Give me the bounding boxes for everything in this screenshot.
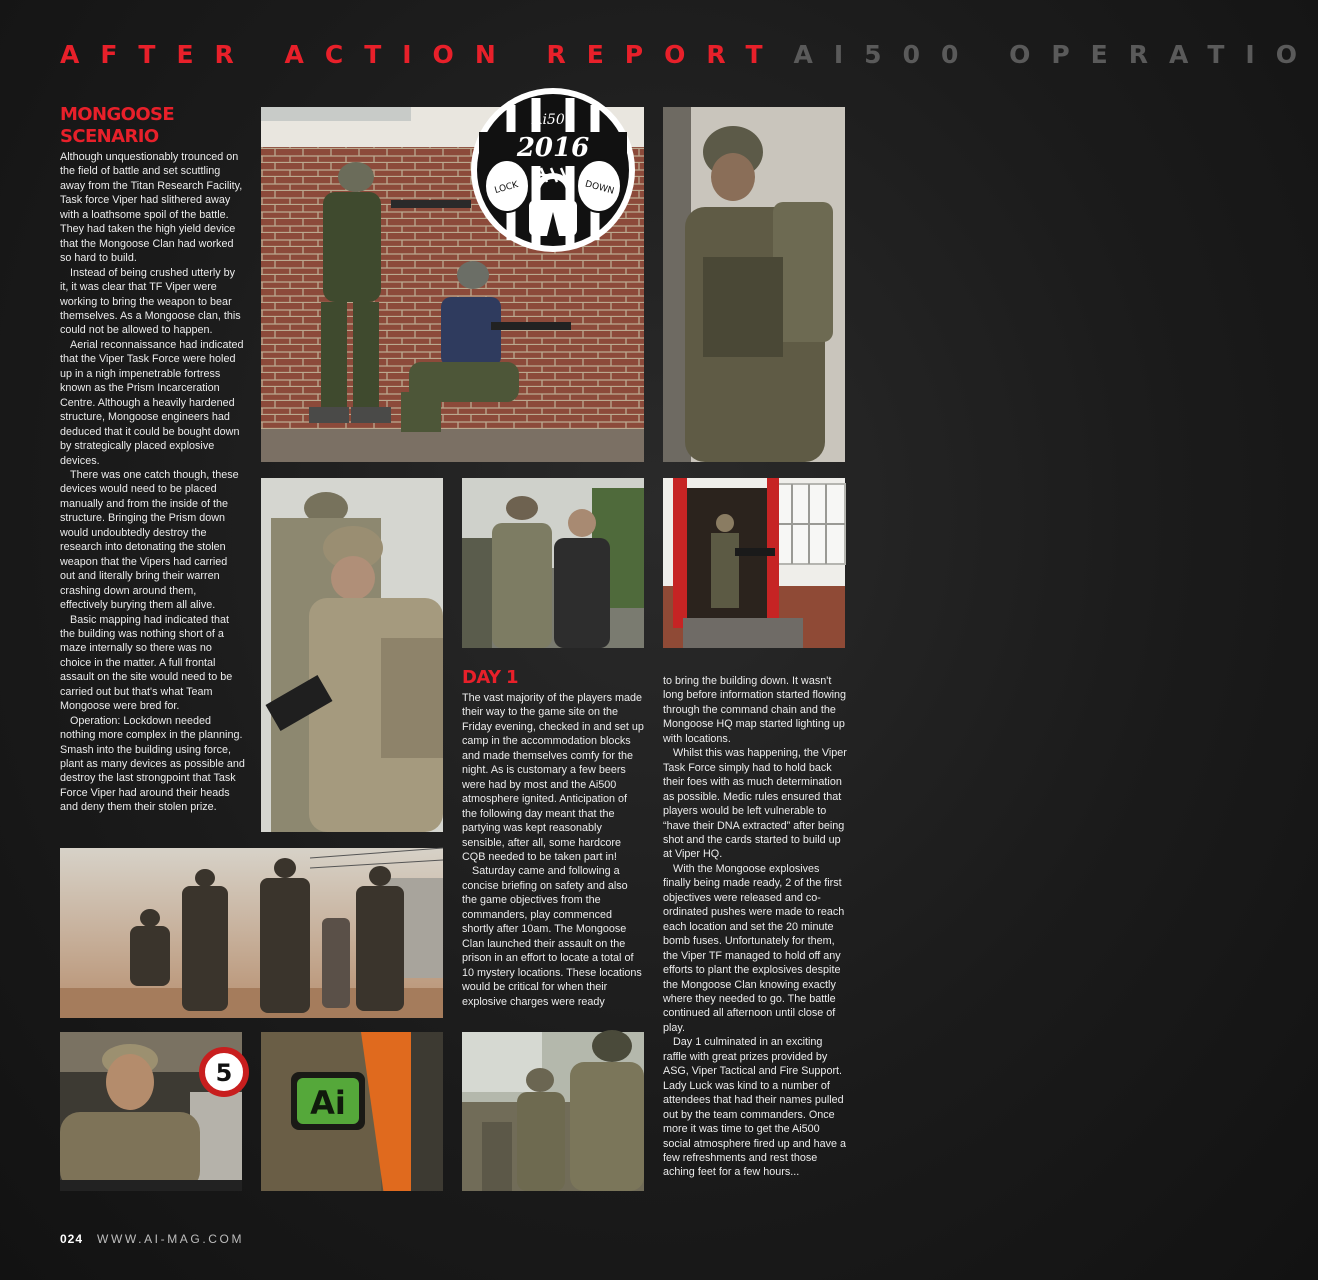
photo-brick-wall-soldiers [261,107,644,462]
photo-smoke-advance [60,848,443,1018]
badge-right-fist-text: DOWN [583,179,616,197]
header-title: AFTER ACTION REPORT [60,40,784,69]
photo-soldier-portrait [663,107,845,462]
body-paragraph: Basic mapping had indicated that the building was nothing short of a maze internally so there was no choice in the matter. A full frontal assault on the site would need to be carried out but that's what Team Mongoose were bred for. [60,613,233,713]
day1-continued-column [663,674,848,1180]
photo-players-waiting [462,1032,644,1191]
photo-ai-patch [261,1032,443,1191]
body-paragraph: to bring the building down. It wasn't long before information started flowing through the command chain and the Mongoose HQ map started lighting up with locations. [663,675,847,745]
page-number: 024 [60,1232,84,1246]
body-paragraph: Saturday came and following a concise briefing on safety and also the game objectives from the commanders, play commenced shortly after 10am. The Mongoose Clan launched their assault on the prison in an effort to locate a total of 10 mystery locations. These locations would be critical for when their explosive charges were ready [462,865,642,1008]
body-paragraph: Whilst this was happening, the Viper Task Force simply had to hold back their foes with as much determination as possible. Medic rules ensured that players would be left vulnerable to “have their DNA extracted” after being shot and the cards started to build up at Viper HQ. [663,747,847,861]
body-paragraph: Operation: Lockdown needed nothing more complex in the planning. Smash into the building using force, plant as many devices as possible and destroy the last strongpoint that Task Force Viper had around their heads and deny them their stolen prize. [60,714,245,814]
badge-top-text: Ai500 [532,112,574,128]
body-paragraph: Day 1 culminated in an exciting raffle with great prizes provided by ASG, Viper Tactical and Fire Support. Lady Luck was kind to a number of attendees that had their names pulled out by the team commanders. Once more it was time to get the Ai500 social atmosphere fired up and have a few refreshments and rest those aching feet for a few hours... [663,1036,847,1179]
mongoose-scenario-column [60,104,245,815]
photo-player-with-sign [60,1032,242,1191]
body-paragraph: With the Mongoose explosives finally being made ready, 2 of the first objectives were released and co-ordinated pushes were made to reach each location and set the 20 minute bomb fuses. Unfortunately for them, the Viper TF managed to hold off any efforts to plant the explosives despite the Mongoose Clan knowing exactly where they needed to go. The battle continued all afternoon until close of play. [663,862,845,1034]
body-paragraph: The vast majority of the players made their way to the game site on the Friday evening, checked in and set up camp in the accommodation blocks and made themselves comfy for the night. As is customary a few beers were had by most and the Ai500 atmosphere ignited. Anticipation of the following day meant that the partying was kept reasonably sensible, after all, some hardcore CQB needed to be taken part in! [462,692,644,863]
page-footer [60,1232,244,1246]
badge-year: 2016 [516,133,590,163]
speed-sign-number: 5 [215,1059,233,1087]
badge-left-fist-text: LOCK [493,180,520,196]
photo-helmeted-soldiers [261,478,443,832]
patch-text: Ai [310,1084,346,1122]
day1-column [462,667,645,1009]
photo-player-group [462,478,644,648]
header-subtitle: AI500 OPERATIO [793,40,1318,69]
footer-url: WWW.AI-MAG.COM [97,1232,245,1246]
body-paragraph: Although unquestionably trounced on the field of battle and set scuttling away from the Titan Research Facility, Task force Viper had slithered away with a loathsome spoil of the battle. They had taken the high yield device that the Mongoose Clan had worked so hard to build. [60,151,243,265]
photo-red-door-entry [663,478,845,648]
body-paragraph: Instead of being crushed utterly by it, it was clear that TF Viper were working to bring the weapon to bear themselves. As a Mongoose clan, this could not be allowed to happen. [60,266,241,337]
body-paragraph: Aerial reconnaissance had indicated that the Viper Task Force were holed up in a nigh impenetrable fortress known as the Prism Incarceration Centre. Although a heavily hardened structure, Mongoose engineers had deduced that it could be bought down by strategically placed explosive devices. [60,338,244,467]
body-paragraph: There was one catch though, these devices would need to be placed manually and from the inside of the structure. Bringing the Prism down would undoubtedly destroy the research into detonating the stolen weapon that the Vipers had carried out and literally bring their warren crashing down around them, effectively burying them all alive. [60,468,239,612]
mongoose-scenario-title: MONGOOSE SCENARIO [60,104,175,147]
lockdown-logo [471,88,635,252]
day1-title: DAY 1 [462,667,518,688]
running-header [60,40,1318,80]
